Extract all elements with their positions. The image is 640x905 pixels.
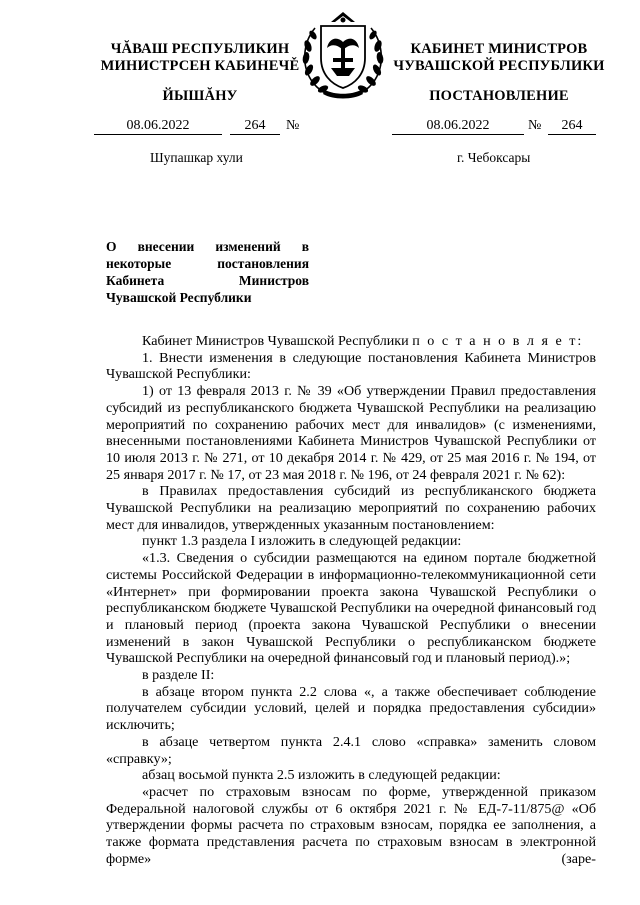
header-right-line1: КАБИНЕТ МИНИСТРОВ [410, 41, 588, 57]
header-left-title [92, 41, 308, 75]
body-paragraph: в абзаце четвертом пункта 2.4.1 слово «справка» заменить словом «справку»; [106, 733, 596, 767]
reg-right-no-sign: № [528, 118, 542, 133]
body-paragraph: в разделе II: [142, 667, 215, 684]
body-intro: Кабинет Министров Чувашской Республики п о с т а н о в л я е т: [142, 333, 584, 349]
body-paragraph: в абзаце втором пункта 2.2 слова «, а также обеспечивает соблюдение получателем субсидии условий, целей и порядка предоставления субсидии» исключить; [106, 683, 596, 734]
document-subject: О внесении изменений в некоторые постановления Кабинета Министров Чувашской Республики [106, 239, 309, 305]
registration-right [392, 117, 598, 135]
reg-left-date: 08.06.2022 [94, 117, 222, 135]
reg-right-date: 08.06.2022 [392, 117, 524, 135]
registration-left [94, 117, 314, 135]
reg-right-number: 264 [548, 117, 596, 135]
header-left-line2: МИНИСТРСЕН КАБИНЕЧĚ [100, 58, 300, 74]
body-paragraph: 1. Внести изменения в следующие постановления Кабинета Министров Чувашской Республики: [106, 349, 596, 383]
place-right: г. Чебоксары [457, 150, 531, 165]
reg-left-no-sign: № [286, 118, 300, 133]
document-body [106, 333, 596, 868]
reg-left-number: 264 [230, 117, 280, 135]
body-paragraph: в Правилах предоставления субсидий из республиканского бюджета Чувашской Республики на реализацию мероприятий по сохранению рабочих мест для инвалидов, утвержденных указанным постановлением: [106, 483, 596, 533]
doc-type-right: ПОСТАНОВЛЕНИЕ [429, 88, 569, 104]
body-paragraph: «1.3. Сведения о субсидии размещаются на едином портале бюджетной системы Российской Федерации в информационно-телекоммуникационной сети «Интернет» при формировании проекта закона Чувашской Республики о республиканском бюджете Чувашской Республики на очередной финансовый год и плановый период (проекта закона Чувашской Республики о внесении изменений в закон Чувашской Республики о республиканском бюджете Чувашской Республики на очередной финансовый год и плановый период).»; [106, 550, 596, 667]
body-paragraph: пункт 1.3 раздела I изложить в следующей редакции: [142, 533, 462, 550]
header-left-line1: ЧĂВАШ РЕСПУБЛИКИН [110, 41, 290, 57]
header-right-title [376, 41, 622, 75]
doc-type-left: ЙЫШĂНУ [162, 88, 238, 104]
place-left: Шупашкар хули [150, 150, 243, 165]
header-right-line2: ЧУВАШСКОЙ РЕСПУБЛИКИ [393, 58, 605, 74]
body-paragraph: «расчет по страховым взносам по форме, утвержденной приказом Федеральной налоговой службы от 6 октября 2021 г. № ЕД-7-11/875@ «Об утверждении формы расчета по страховым взносам, порядка ее заполнения, а также формата представления расчета по страховым взносам в электронной форме» (заре- [106, 783, 596, 867]
body-paragraph: 1) от 13 февраля 2013 г. № 39 «Об утверждении Правил предоставления субсидий из республиканского бюджета Чувашской Республики на реализацию мероприятий по сохранению рабочих мест для инвалидов» (с изменениями, внесенными постановлениями Кабинета Министров Чувашской Республики от 10 июля 2013 г. № 271, от 10 декабря 2014 г. № 429, от 25 мая 2016 г. № 194, от 25 января 2017 г. № 17, от 23 мая 2018 г. № 196, от 24 февраля 2021 г. № 62): [106, 383, 596, 483]
body-paragraph: абзац восьмой пункта 2.5 изложить в следующей редакции: [142, 767, 501, 784]
